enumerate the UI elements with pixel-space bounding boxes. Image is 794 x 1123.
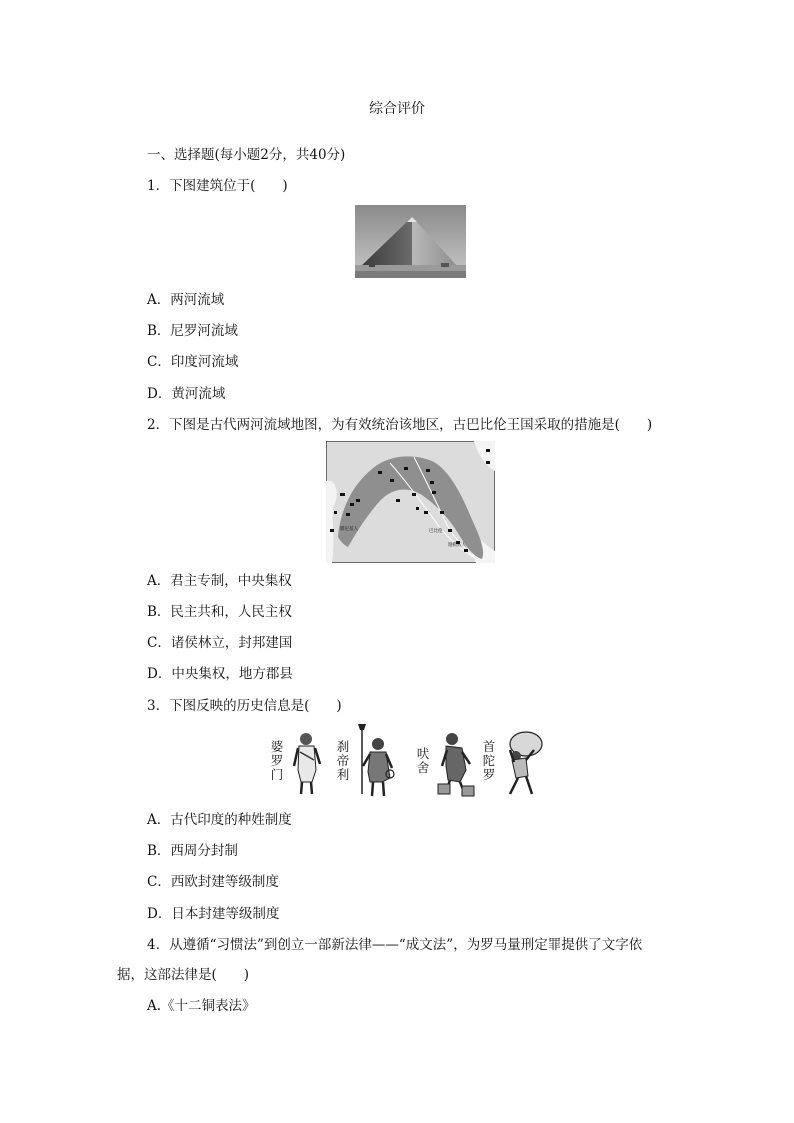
caste-figures [270, 730, 554, 800]
q1-option-c[interactable]: C．印度河流域 [147, 354, 239, 370]
label-brahmin: 婆罗门 [270, 739, 284, 782]
brahmin-figure [290, 730, 324, 796]
question-3-stem: 3．下图反映的历史信息是( ) [147, 698, 342, 714]
map-label-babylon: 巴比伦 [429, 529, 443, 534]
q3-option-c[interactable]: C．西欧封建等级制度 [147, 874, 279, 890]
q1-option-d[interactable]: D．黄河流域 [147, 386, 226, 402]
map-label-phoenicians: 腓尼基人 [340, 527, 358, 532]
label-shudra: 首陀罗 [482, 739, 496, 782]
shudra-figure [500, 730, 546, 798]
section-heading: 一、选择题(每小题2分，共40分) [147, 147, 346, 163]
question-2-stem: 2．下图是古代两河流域地图，为有效统治该地区，古巴比伦王国采取的措施是( ) [147, 417, 653, 433]
question-1-stem: 1．下图建筑位于( ) [147, 178, 288, 194]
q1-option-a[interactable]: A．两河流域 [147, 292, 225, 308]
q3-option-b[interactable]: B．西周分封制 [147, 843, 238, 859]
q3-option-a[interactable]: A．古代印度的种姓制度 [147, 812, 292, 828]
question-4-stem-line1: 4．从遵循“习惯法”到创立一部新法律——“成文法”，为罗马量刑定罪提供了文字依 [147, 937, 643, 953]
map-label-chaldeans: 迦勒底人 [448, 543, 466, 548]
q2-option-a[interactable]: A．君主专制，中央集权 [147, 573, 292, 589]
kshatriya-figure [354, 722, 398, 798]
q2-option-b[interactable]: B．民主共和，人民主权 [147, 604, 292, 620]
page-title: 综合评价 [369, 101, 425, 117]
q3-option-d[interactable]: D．日本封建等级制度 [147, 906, 280, 922]
label-vaishya: 吠舍 [416, 746, 430, 775]
vaishya-figure [436, 730, 476, 800]
q1-option-b[interactable]: B．尼罗河流域 [147, 323, 238, 339]
pyramid-photo [355, 205, 466, 278]
q4-option-a[interactable]: A.《十二铜表法》 [147, 998, 256, 1014]
question-4-stem-line2: 据，这部法律是( ) [117, 967, 250, 983]
mesopotamia-map [326, 441, 495, 563]
label-kshatriya: 刹帝利 [336, 739, 350, 782]
q2-option-c[interactable]: C．诸侯林立，封邦建国 [147, 635, 293, 651]
q2-option-d[interactable]: D．中央集权，地方郡县 [147, 666, 293, 682]
